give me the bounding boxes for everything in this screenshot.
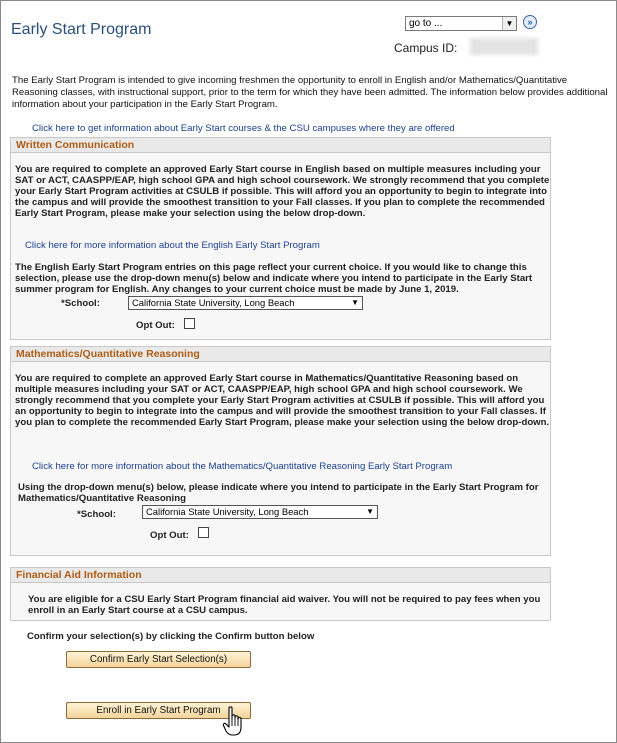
hand-pointer-icon (222, 706, 244, 738)
math-choice-text: Using the drop-down menu(s) below, please indicate where you intend to participate in the Early Start Program for Mathematics/Quantitative Reasoning (18, 482, 539, 504)
math-info-link[interactable]: Click here for more information about the Mathematics/Quantitative Reasoning Early Start Program (32, 461, 453, 472)
chevron-down-icon: ▼ (502, 17, 516, 30)
written-choice-text: The English Early Start Program entries on this page reflect your current choice. If you would like to change this selection, please use the drop-down menu(s) below and indicate where you intend to participate in the Early Start summer program for English. Any changes to your current choice must be made by June 1, 2019. (15, 262, 533, 295)
page-title: Early Start Program (11, 21, 152, 38)
enroll-early-start-button[interactable]: Enroll in Early Start Program (66, 702, 251, 719)
early-start-info-link[interactable]: Click here to get information about Early Start courses & the CSU campuses where they are offered (32, 123, 455, 134)
confirm-selections-button[interactable]: Confirm Early Start Selection(s) (66, 651, 251, 668)
math-body-text: You are required to complete an approved Early Start course in Mathematics/Quantitative Reasoning based on multiple measures including your SAT or ACT, CAASPP/EAP, high school GPA and high school coursework. We strongly recommend that you complete your Early Start Program activities at CSULB if possible. This will afford you an opportunity to begin to integrate into the campus and will provide the smoothest transition to your Fall classes. If you plan to complete the recommended Early Start Program, please make your selection using the below drop-down. (15, 373, 550, 428)
section-heading: Written Communication (11, 138, 550, 153)
confirm-instruction: Confirm your selection(s) by clicking the Confirm button below (27, 631, 315, 642)
section-heading: Financial Aid Information (11, 568, 550, 583)
written-school-select[interactable] (128, 296, 363, 310)
english-info-link[interactable]: Click here for more information about the English Early Start Program (25, 240, 320, 251)
math-school-label: *School: (77, 509, 116, 520)
written-optout-label: Opt Out: (136, 320, 175, 331)
written-body-text: You are required to complete an approved Early Start course in English based on multiple measures including your SAT or ACT, CAASPP/EAP, high school GPA and high school coursework. We strongly recommend that you complete your Early Start Program activities at CSULB if possible. This will afford you an opportunity to begin to integrate into the campus and will provide the smoothest transition to your Fall classes. If you plan to complete the recommended Early Start Program, please make your selection using the below drop-down. (15, 164, 550, 219)
financial-aid-text: You are eligible for a CSU Early Start Program financial aid waiver. You will not be required to pay fees when you enroll in an Early Start course at a CSU campus. (28, 594, 541, 616)
math-school-value: California State University, Long Beach (146, 506, 309, 517)
math-optout-checkbox[interactable] (198, 527, 209, 538)
section-heading: Mathematics/Quantitative Reasoning (11, 347, 550, 362)
intro-text: The Early Start Program is intended to give incoming freshmen the opportunity to enroll in English and/or Mathematics/Quantitative Reasoning classes, with instructional support, prior to the term for which they have been admitted. The information below provides additional information about your participation in the Early Start Program. (12, 75, 608, 110)
written-school-value: California State University, Long Beach (132, 297, 295, 308)
goto-dropdown-value: go to ... (409, 18, 443, 29)
campus-id-label: Campus ID: (394, 41, 458, 55)
chevron-down-icon: ▼ (351, 298, 359, 307)
written-optout-checkbox[interactable] (184, 318, 195, 329)
goto-dropdown[interactable] (405, 16, 517, 31)
math-optout-label: Opt Out: (150, 530, 189, 541)
written-school-label: *School: (61, 298, 100, 309)
go-arrow-icon[interactable]: » (523, 15, 537, 29)
math-school-select[interactable] (142, 505, 378, 519)
chevron-down-icon: ▼ (366, 507, 374, 516)
campus-id-value-redacted (470, 38, 538, 55)
